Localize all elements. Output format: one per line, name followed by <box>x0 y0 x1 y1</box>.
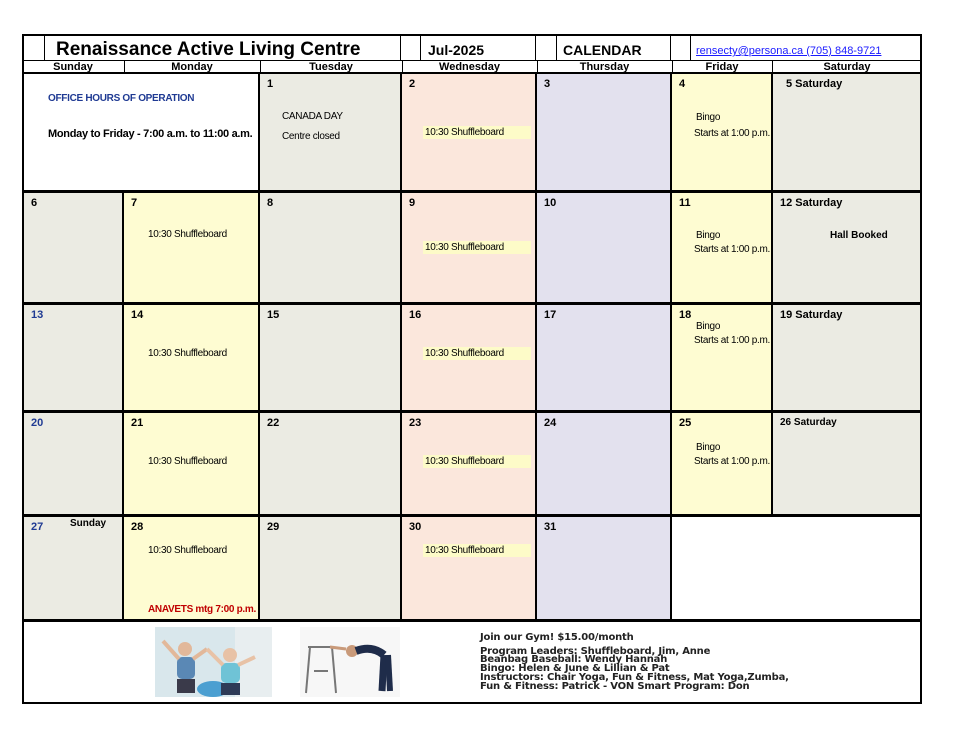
header-divider <box>670 34 671 60</box>
shuffleboard-event: 10:30 Shuffleboard <box>423 126 531 139</box>
shuffleboard-event: 10:30 Shuffleboard <box>148 545 227 556</box>
day-of-week-header <box>22 60 922 74</box>
day-cell-9[interactable] <box>402 193 537 305</box>
day-cell-14[interactable] <box>124 305 260 413</box>
date-number: 14 <box>131 309 144 321</box>
day-cell-7[interactable] <box>124 193 260 305</box>
office-hours-title: OFFICE HOURS OF OPERATION <box>48 93 195 104</box>
contact-link[interactable]: rensecty@persona.ca (705) 848-9721 <box>696 45 882 57</box>
date-number: 2 <box>409 78 416 90</box>
date-number: 18 <box>679 309 692 321</box>
office-hours-text: Monday to Friday - 7:00 a.m. to 11:00 a.m. <box>48 128 253 140</box>
date-number: 22 <box>267 417 280 429</box>
day-cell-20[interactable] <box>22 413 124 517</box>
day-cell-10[interactable] <box>537 193 672 305</box>
date-number: 28 <box>131 521 144 533</box>
date-number: 4 <box>679 78 686 90</box>
yoga-stretch-photo <box>300 627 400 697</box>
day-cell-3[interactable] <box>537 74 672 193</box>
empty-cell <box>672 517 922 622</box>
date-number: 11 <box>679 197 691 209</box>
header-divider <box>556 34 557 60</box>
hall-booked-note: Hall Booked <box>830 230 888 241</box>
bingo-time: Starts at 1:00 p.m. <box>694 244 771 255</box>
instructors-line: Instructors: Chair Yoga, Fun & Fitness, Mat Yoga,Zumba, <box>480 672 789 683</box>
header-divider <box>44 34 45 60</box>
day-cell-18[interactable] <box>672 305 773 413</box>
shuffleboard-event: 10:30 Shuffleboard <box>423 455 531 468</box>
bingo-time: Starts at 1:00 p.m. <box>694 335 771 346</box>
day-cell-12[interactable] <box>773 193 922 305</box>
gym-promo: Join our Gym! $15.00/month <box>480 632 634 643</box>
date-number: 21 <box>131 417 144 429</box>
day-cell-15[interactable] <box>260 305 402 413</box>
day-cell-23[interactable] <box>402 413 537 517</box>
day-cell-16[interactable] <box>402 305 537 413</box>
day-cell-17[interactable] <box>537 305 672 413</box>
date-number: 23 <box>409 417 422 429</box>
beanbag-baseball-line: Beanbag Baseball: Wendy Hannah <box>480 654 668 665</box>
header-divider <box>690 34 691 60</box>
day-cell-1[interactable] <box>260 74 402 193</box>
shuffleboard-event: 10:30 Shuffleboard <box>148 456 227 467</box>
date-number: 15 <box>267 309 280 321</box>
day-cell-29[interactable] <box>260 517 402 622</box>
centre-title: Renaissance Active Living Centre <box>56 39 361 60</box>
date-number: 17 <box>544 309 557 321</box>
bingo-event: Bingo <box>696 230 721 241</box>
day-cell-13[interactable] <box>22 305 124 413</box>
bingo-time: Starts at 1:00 p.m. <box>694 128 771 139</box>
bingo-event: Bingo <box>696 112 721 123</box>
day-cell-5[interactable] <box>773 74 922 193</box>
dow-friday: Friday <box>705 61 739 73</box>
day-cell-22[interactable] <box>260 413 402 517</box>
day-cell-31[interactable] <box>537 517 672 622</box>
dow-saturday: Saturday <box>823 61 871 73</box>
day-cell-26[interactable] <box>773 413 922 517</box>
shuffleboard-event: 10:30 Shuffleboard <box>423 544 531 557</box>
bingo-event: Bingo <box>696 321 721 332</box>
header-divider <box>420 34 421 60</box>
date-number: 13 <box>31 309 44 321</box>
date-number: 9 <box>409 197 416 209</box>
date-number: 1 <box>267 78 274 90</box>
calendar-label: CALENDAR <box>563 42 642 58</box>
date-number: 30 <box>409 521 422 533</box>
date-number: 7 <box>131 197 138 209</box>
dow-sunday: Sunday <box>53 61 93 73</box>
shuffleboard-event: 10:30 Shuffleboard <box>423 241 531 254</box>
shuffleboard-event: 10:30 Shuffleboard <box>148 348 227 359</box>
day-cell-24[interactable] <box>537 413 672 517</box>
dow-monday: Monday <box>171 61 213 73</box>
date-number: 25 <box>679 417 692 429</box>
header-divider <box>400 34 401 60</box>
office-hours-box <box>22 74 260 193</box>
dow-thursday: Thursday <box>579 61 630 73</box>
bingo-event: Bingo <box>696 442 721 453</box>
date-number: 26 Saturday <box>780 417 837 428</box>
date-number: 10 <box>544 197 557 209</box>
date-number: 6 <box>31 197 38 209</box>
fun-fitness-line: Fun & Fitness: Patrick - VON Smart Program: Don <box>480 681 750 692</box>
day-cell-4[interactable] <box>672 74 773 193</box>
exercise-photo <box>155 627 272 697</box>
date-number: 8 <box>267 197 274 209</box>
day-cell-8[interactable] <box>260 193 402 305</box>
date-number: 27 <box>31 521 44 533</box>
holiday-label: CANADA DAY <box>282 111 343 122</box>
shuffleboard-event: 10:30 Shuffleboard <box>423 347 531 360</box>
date-number: 20 <box>31 417 44 429</box>
dow-tuesday: Tuesday <box>309 61 353 73</box>
day-cell-6[interactable] <box>22 193 124 305</box>
date-number: 29 <box>267 521 280 533</box>
bingo-time: Starts at 1:00 p.m. <box>694 456 771 467</box>
day-cell-27[interactable] <box>22 517 124 622</box>
date-number: 16 <box>409 309 422 321</box>
day-cell-19[interactable] <box>773 305 922 413</box>
date-number: 19 Saturday <box>780 309 843 321</box>
bingo-helpers-line: Bingo: Helen & June & Lillian & Pat <box>480 663 670 674</box>
date-number: 5 Saturday <box>786 78 843 90</box>
day-cell-21[interactable] <box>124 413 260 517</box>
date-number: 12 Saturday <box>780 197 843 209</box>
day-cell-25[interactable] <box>672 413 773 517</box>
dow-wednesday: Wednesday <box>439 61 500 73</box>
day-cell-30[interactable] <box>402 517 537 622</box>
header-divider <box>535 34 536 60</box>
closed-note: Centre closed <box>282 131 340 142</box>
day-cell-28[interactable] <box>124 517 260 622</box>
day-cell-2[interactable] <box>402 74 537 193</box>
anavets-meeting-note: ANAVETS mtg 7:00 p.m. <box>148 604 256 615</box>
day-cell-11[interactable] <box>672 193 773 305</box>
date-number: 31 <box>544 521 557 533</box>
month-label: Jul-2025 <box>428 42 485 58</box>
shuffleboard-event: 10:30 Shuffleboard <box>148 229 227 240</box>
program-leaders-line: Program Leaders: Shuffleboard, Jim, Anne <box>480 646 711 657</box>
day-label: Sunday <box>70 518 107 529</box>
date-number: 24 <box>544 417 557 429</box>
date-number: 3 <box>544 78 551 90</box>
